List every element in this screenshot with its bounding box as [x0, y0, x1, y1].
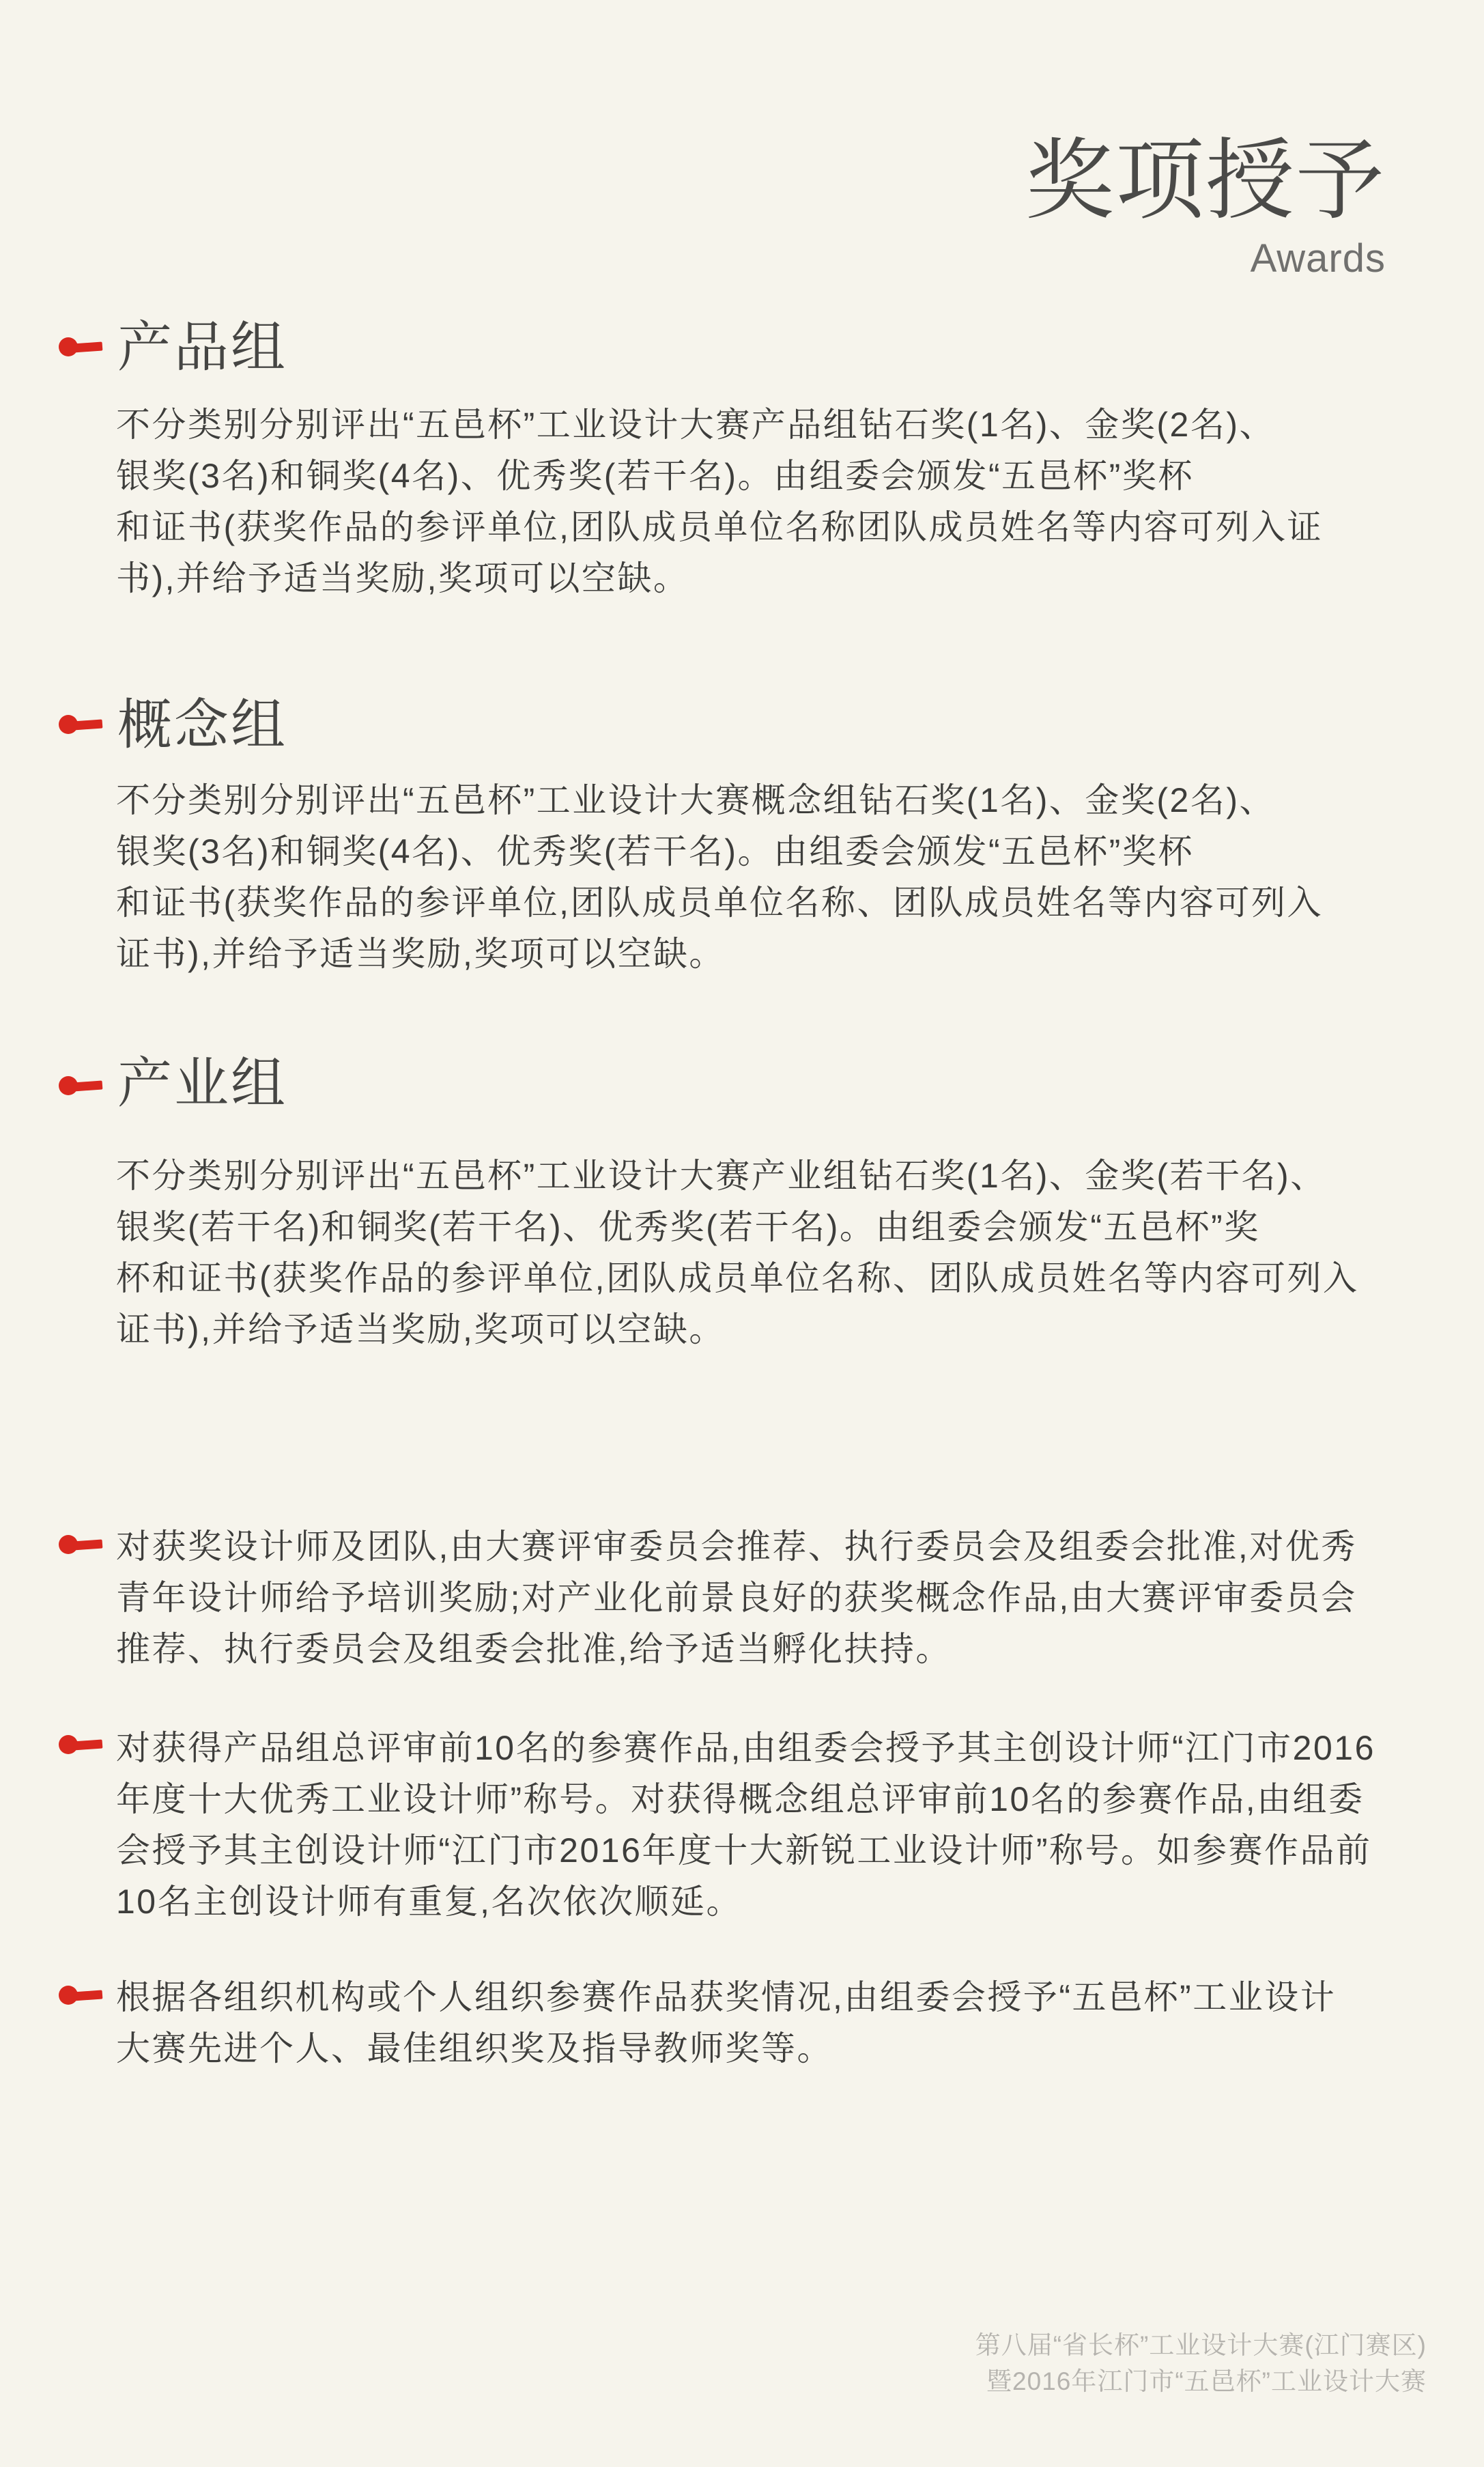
pin-stem: [73, 720, 103, 731]
note-top10-designer-titles: [116, 1723, 1375, 1928]
body-line: 和证书(获奖作品的参评单位,团队成员单位名称团队成员姓名等内容可列入证: [116, 508, 1324, 546]
body-line: 根据各组织机构或个人组织参赛作品获奖情况,由组委会授予“五邑杯”工业设计: [116, 1978, 1337, 2016]
body-line: 银奖(3名)和铜奖(4名)、优秀奖(若干名)。由组委会颁发“五邑杯”奖杯: [116, 457, 1194, 495]
body-line: 会授予其主创设计师“江门市2016年度十大新锐工业设计师”称号。如参赛作品前: [116, 1831, 1372, 1870]
red-pin-icon: [59, 1076, 104, 1095]
body-line: 青年设计师给予培训奖励;对产业化前景良好的获奖概念作品,由大赛评审委员会: [116, 1579, 1357, 1617]
pin-stem: [73, 1540, 103, 1551]
section-body-concept-group: [116, 775, 1323, 980]
red-pin-icon: [59, 715, 104, 734]
red-pin-icon: [59, 337, 104, 356]
body-line: 对获得产品组总评审前10名的参赛作品,由组委会授予其主创设计师“江门市2016: [116, 1729, 1375, 1767]
body-line: 年度十大优秀工业设计师”称号。对获得概念组总评审前10名的参赛作品,由组委: [116, 1780, 1365, 1818]
footer: [975, 2327, 1427, 2399]
note-organization-awards: [116, 1972, 1336, 2074]
section-heading-industry-group: 产业组: [117, 1053, 287, 1114]
body-line: 证书),并给予适当奖励,奖项可以空缺。: [116, 935, 725, 973]
pin-stem: [73, 1740, 103, 1751]
red-pin-icon: [59, 1535, 104, 1554]
body-line: 大赛先进个人、最佳组织奖及指导教师奖等。: [116, 2029, 833, 2068]
section-heading-concept-group: 概念组: [117, 694, 287, 755]
pin-stem: [73, 1990, 103, 2001]
section-body-industry-group: [116, 1151, 1359, 1355]
body-line: 不分类别分别评出“五邑杯”工业设计大赛概念组钻石奖(1名)、金奖(2名)、: [116, 781, 1276, 819]
body-line: 证书),并给予适当奖励,奖项可以空缺。: [116, 1310, 725, 1349]
red-pin-icon: [59, 1735, 104, 1754]
pin-stem: [73, 1081, 103, 1092]
title-block: [1025, 131, 1386, 281]
body-line: 银奖(3名)和铜奖(4名)、优秀奖(若干名)。由组委会颁发“五邑杯”奖杯: [116, 832, 1194, 871]
pin-stem: [73, 342, 103, 353]
body-line: 和证书(获奖作品的参评单位,团队成员单位名称、团队成员姓名等内容可列入: [116, 884, 1324, 922]
page-title: 奖项授予: [1025, 130, 1386, 230]
red-pin-icon: [59, 1986, 104, 2005]
body-line: 推荐、执行委员会及组委会批准,给予适当孵化扶持。: [116, 1630, 952, 1668]
body-line: 不分类别分别评出“五邑杯”工业设计大赛产业组钻石奖(1名)、金奖(若干名)、: [116, 1157, 1326, 1195]
body-line: 杯和证书(获奖作品的参评单位,团队成员单位名称、团队成员姓名等内容可列入: [116, 1259, 1359, 1297]
body-line: 书),并给予适当奖励,奖项可以空缺。: [116, 559, 689, 597]
body-line: 10名主创设计师有重复,名次依次顺延。: [116, 1883, 743, 1921]
body-line: 对获奖设计师及团队,由大赛评审委员会推荐、执行委员会及组委会批准,对优秀: [116, 1527, 1357, 1566]
page-subtitle: Awards: [1250, 236, 1386, 281]
section-heading-product-group: 产品组: [117, 317, 287, 378]
footer-line-2: 暨2016年江门市“五邑杯”工业设计大赛: [986, 2367, 1427, 2395]
body-line: 银奖(若干名)和铜奖(若干名)、优秀奖(若干名)。由组委会颁发“五邑杯”奖: [116, 1208, 1260, 1246]
footer-line-1: 第八届“省长杯”工业设计大赛(江门赛区): [975, 2331, 1427, 2359]
body-line: 不分类别分别评出“五邑杯”工业设计大赛产品组钻石奖(1名)、金奖(2名)、: [116, 406, 1276, 444]
note-training-incubation: [116, 1521, 1357, 1675]
section-body-product-group: [116, 399, 1323, 604]
